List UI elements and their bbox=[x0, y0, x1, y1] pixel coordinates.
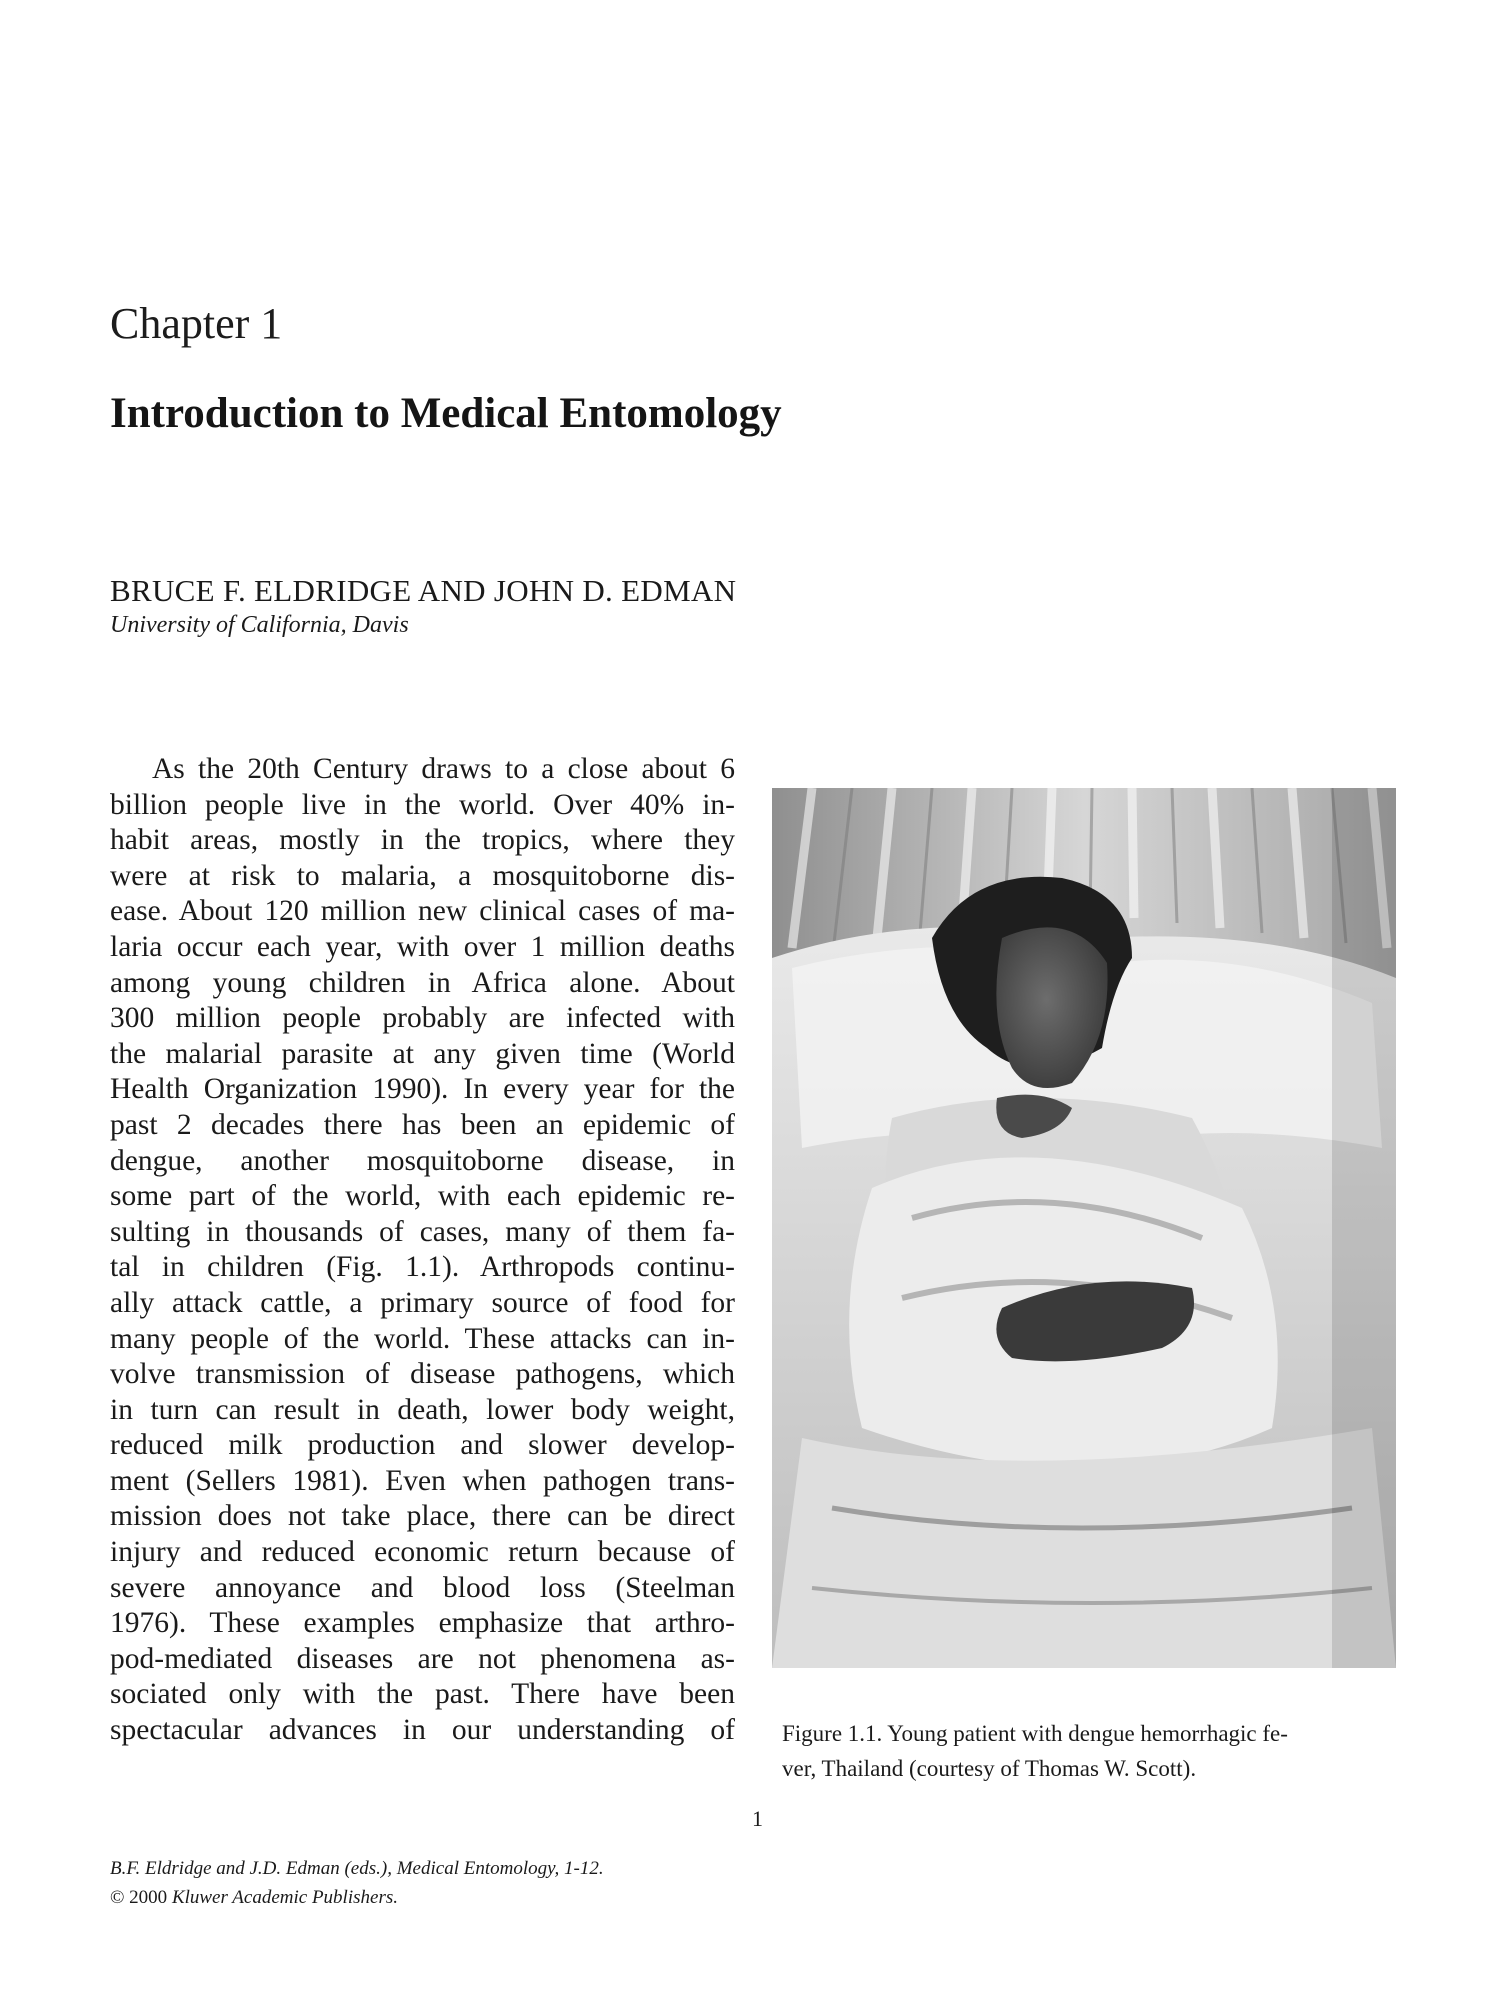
body-line: 1976). These examples emphasize that arthro- bbox=[110, 1607, 735, 1640]
body-line: ease. About 120 million new clinical cases of ma- bbox=[110, 895, 735, 928]
body-line: past 2 decades there has been an epidemic of bbox=[110, 1108, 735, 1141]
chapter-label: Chapter 1 bbox=[110, 299, 283, 348]
body-line: reduced milk production and slower develop- bbox=[110, 1429, 735, 1462]
body-line: severe annoyance and blood loss (Steelman bbox=[110, 1571, 735, 1604]
figure-caption bbox=[782, 1716, 1402, 1786]
body-line: ment (Sellers 1981). Even when pathogen trans- bbox=[110, 1464, 735, 1497]
body-line: Health Organization 1990). In every year for the bbox=[110, 1073, 735, 1106]
body-line: ally attack cattle, a primary source of food for bbox=[110, 1286, 735, 1319]
copyright-year: © 2000 bbox=[110, 1887, 168, 1908]
affiliation: University of California, Davis bbox=[110, 612, 409, 638]
citation-footer bbox=[110, 1854, 604, 1912]
body-line: pod-mediated diseases are not phenomena as- bbox=[110, 1642, 735, 1675]
body-line: were at risk to malaria, a mosquitoborne dis- bbox=[110, 859, 735, 892]
body-line: habit areas, mostly in the tropics, where they bbox=[110, 824, 735, 857]
authors: BRUCE F. ELDRIDGE AND JOHN D. EDMAN bbox=[110, 573, 737, 608]
body-line: sulting in thousands of cases, many of them fa- bbox=[110, 1215, 735, 1248]
body-line: among young children in Africa alone. About bbox=[110, 966, 735, 999]
chapter-title: Introduction to Medical Entomology bbox=[110, 390, 782, 437]
body-line: 300 million people probably are infected with bbox=[110, 1002, 735, 1035]
body-line: dengue, another mosquitoborne disease, in bbox=[110, 1144, 735, 1177]
footer-copyright-line bbox=[110, 1883, 604, 1912]
body-line: the malarial parasite at any given time (World bbox=[110, 1037, 735, 1070]
body-line: volve transmission of disease pathogens, which bbox=[110, 1358, 735, 1391]
footer-citation: B.F. Eldridge and J.D. Edman (eds.), Medical Entomology, 1-12. bbox=[110, 1858, 604, 1879]
body-text bbox=[110, 752, 735, 1749]
body-line: billion people live in the world. Over 40% in- bbox=[110, 788, 735, 821]
body-line: laria occur each year, with over 1 million deaths bbox=[110, 930, 735, 963]
caption-line: Figure 1.1. Young patient with dengue hemorrhagic fe- bbox=[782, 1721, 1288, 1746]
caption-line: ver, Thailand (courtesy of Thomas W. Scott). bbox=[782, 1756, 1197, 1781]
publisher-name: Kluwer Academic Publishers. bbox=[171, 1887, 398, 1908]
body-line: sociated only with the past. There have been bbox=[110, 1678, 735, 1711]
patient-photo-illustration bbox=[772, 788, 1396, 1668]
body-line: some part of the world, with each epidemic re- bbox=[110, 1180, 735, 1213]
body-line: As the 20th Century draws to a close about 6 bbox=[152, 753, 735, 785]
body-line: spectacular advances in our understanding of bbox=[110, 1714, 735, 1747]
page-number: 1 bbox=[752, 1806, 763, 1831]
body-line: tal in children (Fig. 1.1). Arthropods continu- bbox=[110, 1251, 735, 1284]
body-line: injury and reduced economic return because of bbox=[110, 1536, 735, 1569]
body-line: in turn can result in death, lower body weight, bbox=[110, 1393, 735, 1426]
body-line: many people of the world. These attacks can in- bbox=[110, 1322, 735, 1355]
figure-photo bbox=[772, 788, 1396, 1668]
body-line: mission does not take place, there can be direct bbox=[110, 1500, 735, 1533]
